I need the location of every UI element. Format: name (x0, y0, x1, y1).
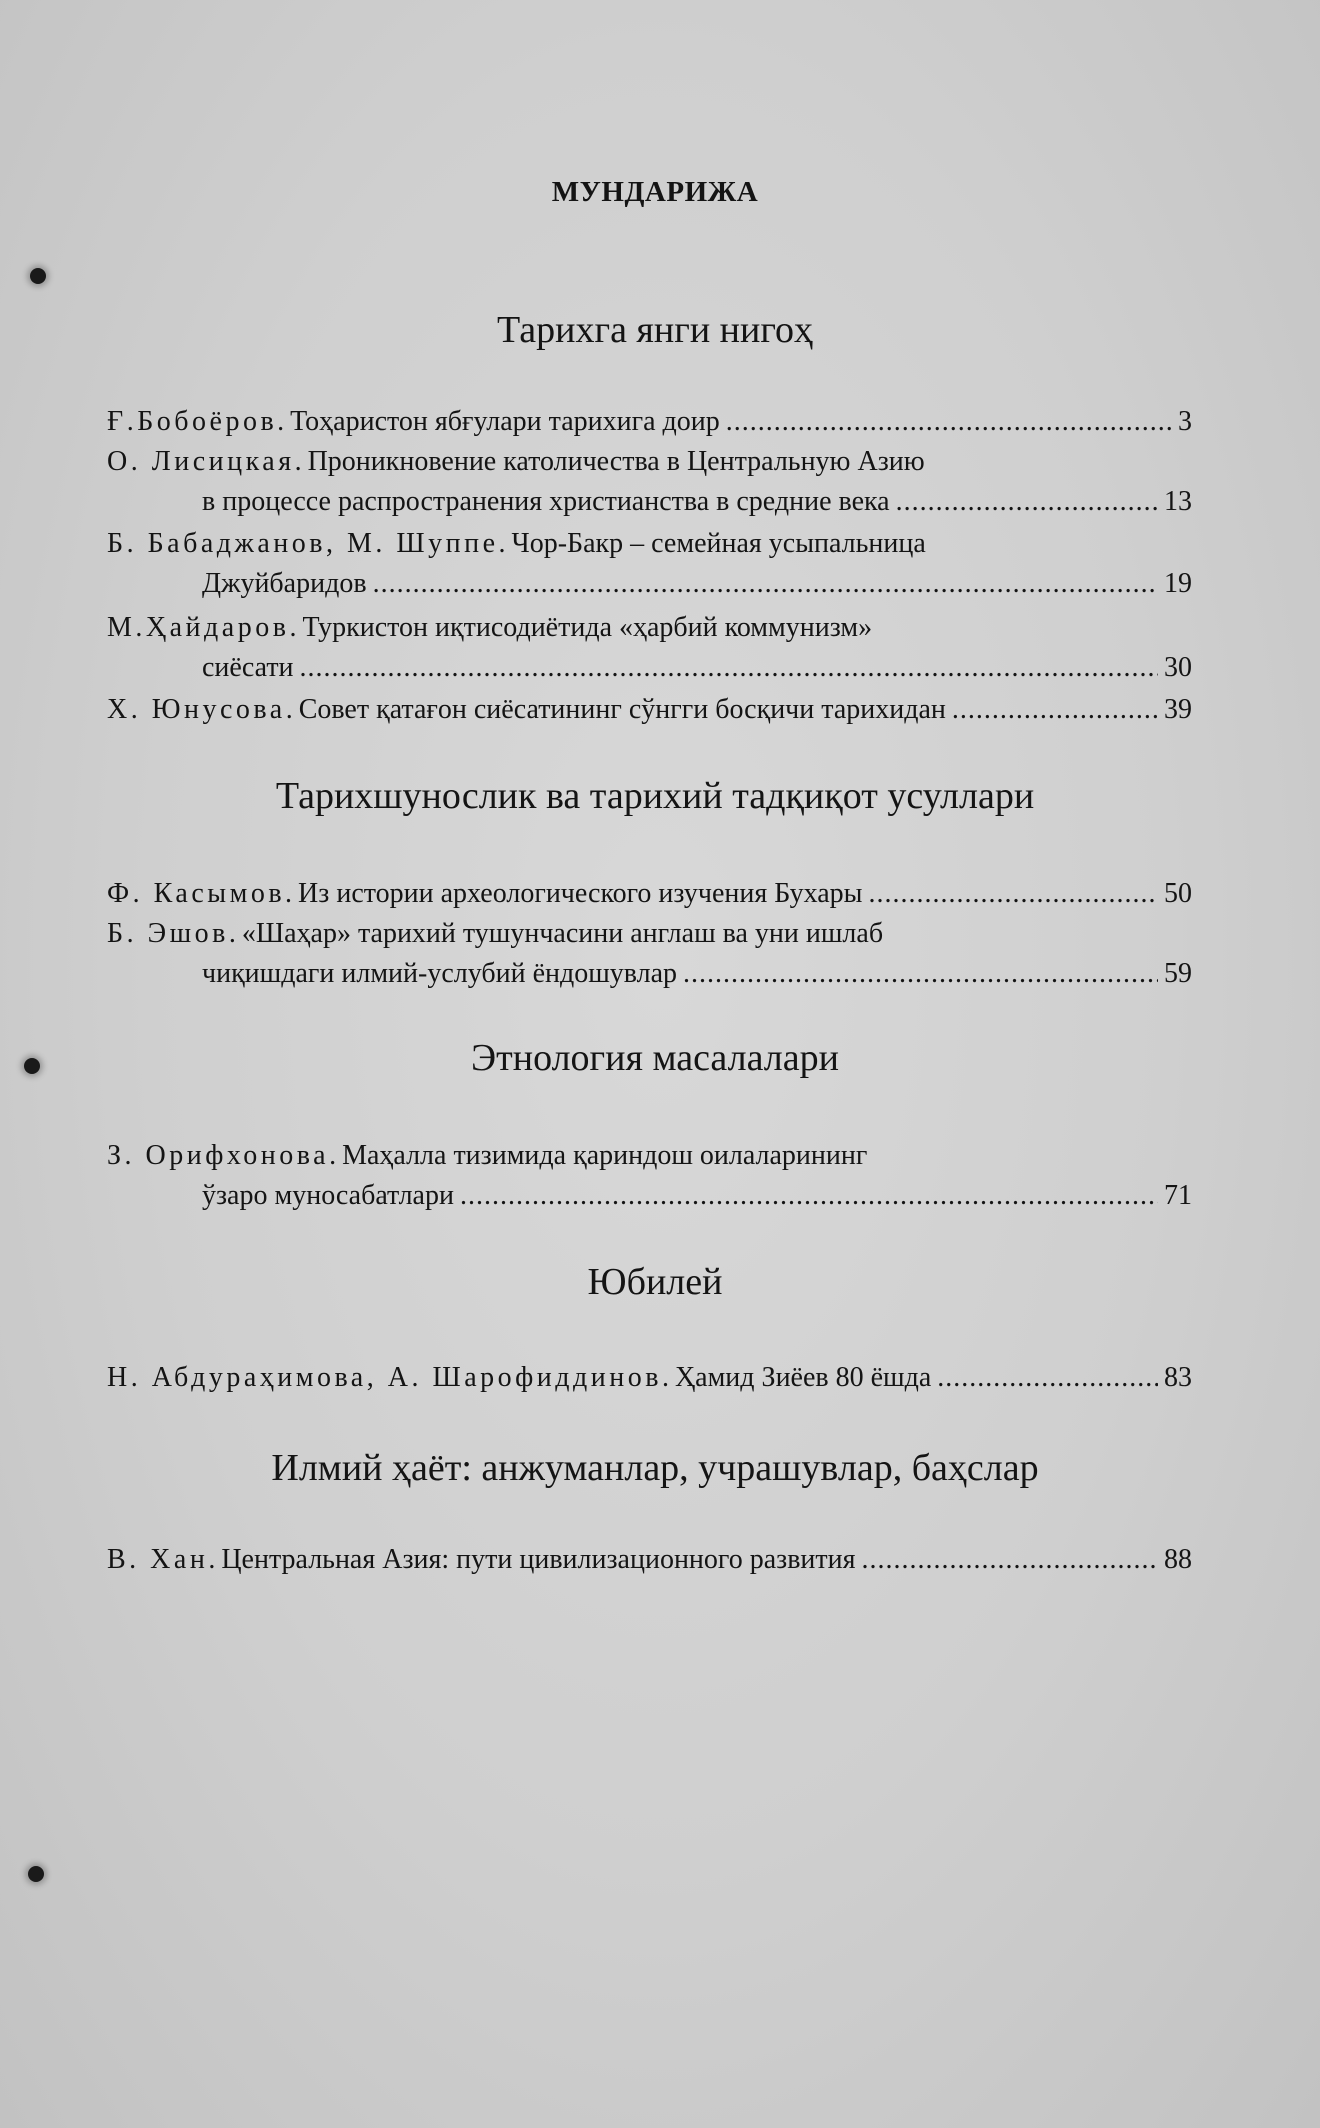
entry-page-number: 83 (1164, 1362, 1192, 1393)
section-title-new-look: Тарихга янги нигоҳ (497, 309, 813, 351)
entry-page-number: 71 (1164, 1180, 1192, 1211)
entry-page-number: 50 (1164, 878, 1192, 909)
entry-title-continued: в процессе распространения христианства в средние века (202, 486, 890, 517)
dot-leader (952, 690, 1158, 730)
toc-entry-haydarov[interactable]: М.Ҳайдаров . Туркистон иқтисодиётида «ҳарбий коммунизм» сиёсати ..... 30 (107, 608, 1192, 688)
section-title-historiography: Тарихшунослик ва тарихий тадқиқот усуллари (275, 775, 1035, 817)
entry-author: Х. Юнусова (107, 694, 286, 725)
dot-leader (896, 482, 1158, 522)
entry-title-continued: Джуйбаридов (202, 568, 367, 599)
toc-entry-lisitskaya[interactable]: О. Лисицкая . Проникновение католичества в Центральную Азию в процессе распространения христианства в средние века ..... 13 (107, 442, 1192, 522)
toc-entry-eshov[interactable]: Б. Эшов . «Шаҳар» тарихий тушунчасини англаш ва уни ишлаб чиқишдаги илмий-услубий ёндошувлар ..... 59 (107, 914, 1192, 994)
entry-author: З. Орифхонова (107, 1140, 330, 1171)
entry-title: Из истории археологического изучения Бухары (298, 878, 863, 909)
entry-title-continued: ўзаро муносабатлари (202, 1180, 454, 1211)
entry-title: Туркистон иқтисодиётида «ҳарбий коммунизм» (302, 612, 873, 643)
toc-entry-babadjanov[interactable]: Б. Бабаджанов, М. Шуппе . Чор-Бакр – семейная усыпальница Джуйбаридов ..... 19 (107, 524, 1192, 604)
section-title-jubilee: Юбилей (587, 1261, 723, 1303)
entry-page-number: 13 (1164, 486, 1192, 517)
binding-hole-top (30, 268, 46, 284)
entry-title: Маҳалла тизимида қариндош оилаларининг (342, 1140, 868, 1171)
dot-leader (373, 564, 1158, 604)
entry-title-continued: сиёсати (202, 652, 294, 683)
entry-title: Тоҳаристон ябғулари тарихига доир (290, 406, 720, 437)
entry-title: Совет қатағон сиёсатининг сўнгги босқичи тарихидан (298, 694, 946, 725)
document-title: МУНДАРИЖА (551, 176, 759, 208)
entry-title-continued: чиқишдаги илмий-услубий ёндошувлар (202, 958, 678, 989)
entry-author: О. Лисицкая (107, 446, 295, 477)
section-title-scientific-life: Илмий ҳаёт: анжуманлар, учрашувлар, баҳслар (271, 1447, 1039, 1489)
dot-leader (300, 648, 1158, 688)
entry-page-number: 19 (1164, 568, 1192, 599)
entry-title: Ҳамид Зиёев 80 ёшда (674, 1362, 932, 1393)
entry-title: Чор-Бакр – семейная усыпальница (511, 528, 926, 559)
dot-leader (460, 1176, 1158, 1216)
dot-leader (868, 874, 1158, 914)
dot-leader (937, 1358, 1158, 1398)
entry-author: В. Хан (107, 1544, 209, 1575)
entry-page-number: 88 (1164, 1544, 1192, 1575)
toc-entry-boboyorov[interactable]: Ғ.Бобоёров . Тоҳаристон ябғулари тарихига доир ..... 3 (107, 402, 1192, 442)
entry-author: Ғ.Бобоёров (107, 406, 278, 437)
dot-leader (862, 1540, 1159, 1580)
entry-title: Проникновение католичества в Центральную Азию (307, 446, 925, 477)
entry-author: Б. Эшов (107, 918, 229, 949)
entry-author: Н. Абдураҳимова, А. Шарофиддинов (107, 1362, 662, 1393)
dot-leader (683, 954, 1158, 994)
entry-title: «Шаҳар» тарихий тушунчасини англаш ва уни ишлаб (241, 918, 884, 949)
entry-page-number: 39 (1164, 694, 1192, 725)
toc-entry-khan[interactable]: В. Хан . Центральная Азия: пути цивилизационного развития ..... 88 (107, 1540, 1192, 1580)
section-title-ethnology: Этнология масалалари (471, 1037, 839, 1079)
entry-page-number: 3 (1178, 406, 1192, 437)
entry-title: Центральная Азия: пути цивилизационного развития (221, 1544, 856, 1575)
binding-hole-bottom (28, 1866, 44, 1882)
toc-entry-abdurakhimova[interactable]: Н. Абдураҳимова, А. Шарофиддинов . Ҳамид Зиёев 80 ёшда ..... 83 (107, 1358, 1192, 1398)
dot-leader (726, 402, 1172, 442)
toc-entry-orifkhonova[interactable]: З. Орифхонова . Маҳалла тизимида қариндош оилаларининг ўзаро муносабатлари ..... 71 (107, 1136, 1192, 1216)
entry-author: Б. Бабаджанов, М. Шуппе (107, 528, 499, 559)
entry-author: Ф. Касымов (107, 878, 286, 909)
entry-page-number: 30 (1164, 652, 1192, 683)
entry-page-number: 59 (1164, 958, 1192, 989)
toc-entry-kasymov[interactable]: Ф. Касымов . Из истории археологического изучения Бухары ..... 50 (107, 874, 1192, 914)
toc-entry-yunusova[interactable]: Х. Юнусова . Совет қатағон сиёсатининг сўнгги босқичи тарихидан ..... 39 (107, 690, 1192, 730)
entry-author: М.Ҳайдаров (107, 612, 290, 643)
